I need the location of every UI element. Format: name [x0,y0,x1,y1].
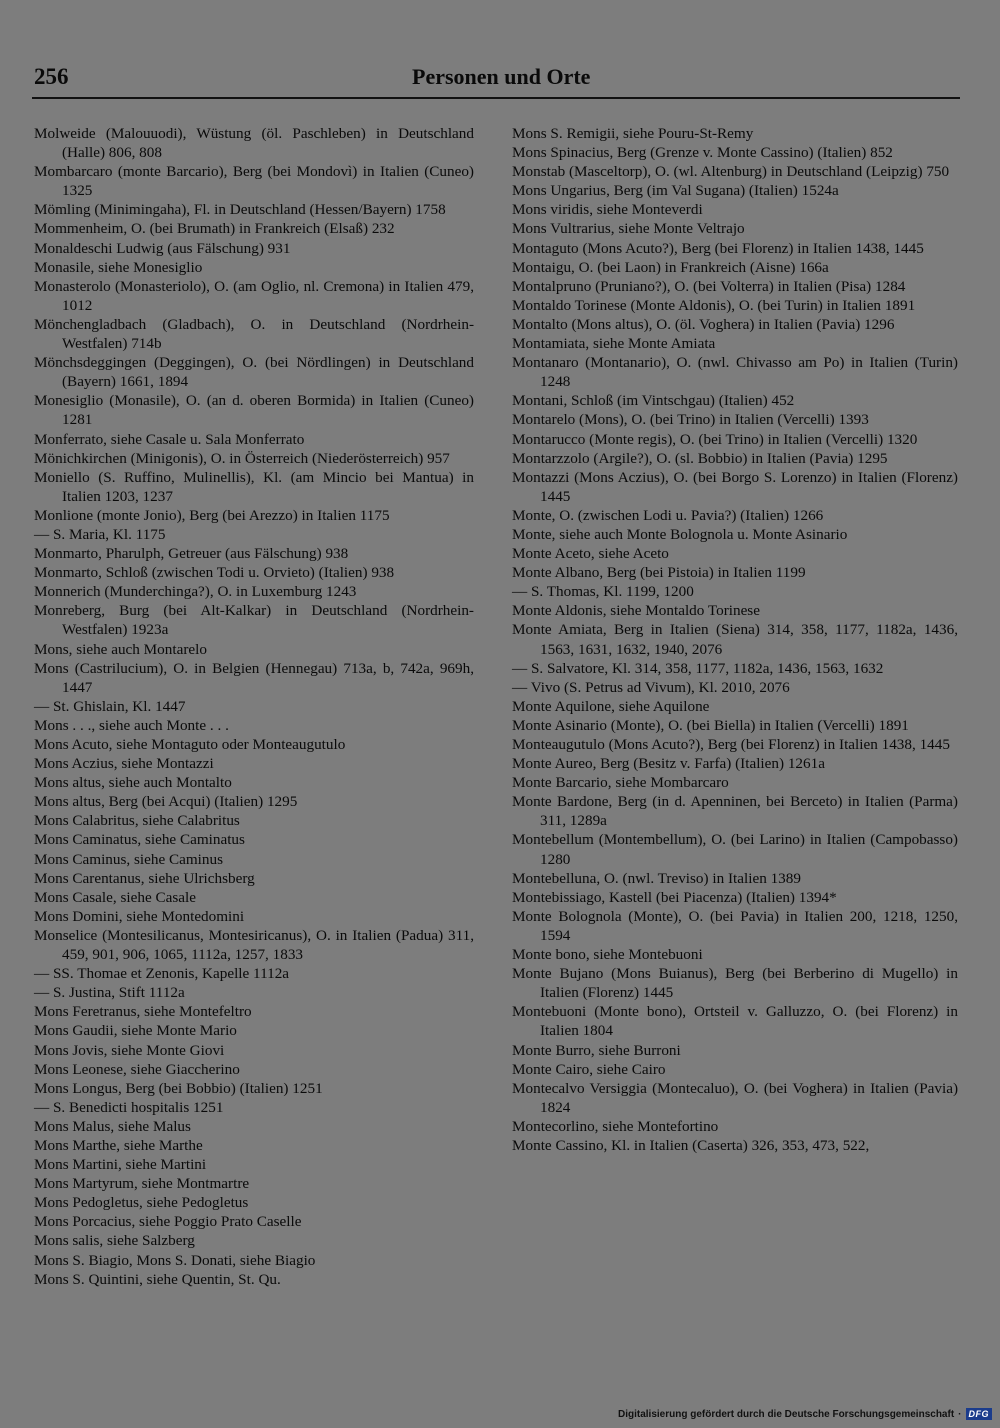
index-entry: — S. Benedicti hospitalis 1251 [34,1098,224,1116]
index-entry: — St. Ghislain, Kl. 1447 [34,697,186,715]
index-entry: Monte Burro, siehe Burroni [512,1041,681,1059]
index-entry: Monaldeschi Ludwig (aus Fälschung) 931 [34,239,291,257]
footer-separator: · [958,1408,962,1420]
index-entry: Montebuoni (Monte bono), Ortsteil v. Galluzzo, O. (bei Florenz) in Italien 1804 [512,1003,958,1040]
index-entry: — Vivo (S. Petrus ad Vivum), Kl. 2010, 2076 [512,678,790,696]
header-rule [32,97,960,99]
index-entry: Monte bono, siehe Montebuoni [512,946,703,964]
index-entry: Monte, O. (zwischen Lodi u. Pavia?) (Italien) 1266 [512,506,824,524]
index-entry: Mons Caminatus, siehe Caminatus [34,831,245,849]
index-entry: Mons . . ., siehe auch Monte . . . [34,716,229,734]
index-entry: Mons Gaudii, siehe Monte Mario [34,1022,237,1040]
index-entry: Mons Longus, Berg (bei Bobbio) (Italien) 1251 [34,1079,323,1097]
index-entry: Mons Ungarius, Berg (im Val Sugana) (Italien) 1524a [512,182,839,200]
index-entry: Mons Martyrum, siehe Montmartre [34,1175,250,1193]
index-entry: Monteaugutulo (Mons Acuto?), Berg (bei Florenz) in Italien 1438, 1445 [512,736,950,753]
index-entry: Mönchengladbach (Gladbach), O. in Deutschland (Nordrhein-Westfalen) 714b [34,315,474,353]
index-entry: Monte Bujano (Mons Buianus), Berg (bei Berberino di Mugello) in Italien (Florenz) 1445 [512,965,958,1002]
right-column [512,124,958,1155]
index-entry: Montebissiago, Kastell (bei Piacenza) (Italien) 1394* [512,888,837,906]
index-entry: Mons Casale, siehe Casale [34,888,196,906]
index-entry: Monmarto, Pharulph, Getreuer (aus Fälschung) 938 [34,545,349,563]
index-entry: Mons Carentanus, siehe Ulrichsberg [34,869,255,887]
index-entry: Mons Malus, siehe Malus [34,1117,191,1135]
index-entry: Mönichkirchen (Minigonis), O. in Österreich (Niederösterreich) 957 [34,449,450,467]
index-entry: Mons Martini, siehe Martini [34,1156,207,1174]
index-entry: Mons, siehe auch Montarelo [34,640,207,658]
index-entry: Mons Domini, siehe Montedomini [34,907,245,925]
index-entry: Monasile, siehe Monesiglio [34,258,203,276]
index-entry: Mons (Castrilucium), O. in Belgien (Hennegau) 713a, b, 742a, 969h, 1447 [34,659,474,696]
index-entry: Monnerich (Munderchinga?), O. in Luxemburg 1243 [34,583,357,601]
index-entry: Monselice (Montesilicanus, Montesiricanus), O. in Italien (Padua) 311, 459, 901, 906, 1065, 1112a, 1257, 1833 [34,926,474,964]
index-entry: Mons Marthe, siehe Marthe [34,1136,203,1154]
index-entry: Mons S. Biagio, Mons S. Donati, siehe Biagio [34,1251,316,1269]
index-entry: Monte Amiata, Berg in Italien (Siena) 314, 358, 1177, 1182a, 1436, 1563, 1631, 1632, 1940, 2076 [512,621,958,658]
index-entry: — S. Justina, Stift 1112a [34,984,185,1002]
index-entry: Mombarcaro (monte Barcario), Berg (bei Mondovì) in Italien (Cuneo) 1325 [34,163,474,200]
index-entry: Monreberg, Burg (bei Alt-Kalkar) in Deutschland (Nordrhein-Westfalen) 1923a [34,602,474,639]
footer [618,1408,992,1420]
index-entry: Montarzzolo (Argile?), O. (sl. Bobbio) in Italien (Pavia) 1295 [512,449,888,467]
index-entry: Mons Pedogletus, siehe Pedogletus [34,1194,249,1212]
index-entry: Monte Cassino, Kl. in Italien (Caserta) 326, 353, 473, 522, [512,1136,870,1154]
index-entry: Monte Aquilone, siehe Aquilone [512,697,710,715]
index-entry: Montarucco (Monte regis), O. (bei Trino) in Italien (Vercelli) 1320 [512,430,918,448]
index-entry: Mons salis, siehe Salzberg [34,1232,195,1250]
index-entry: Monte Asinario (Monte), O. (bei Biella) in Italien (Vercelli) 1891 [512,716,909,734]
index-entry: Monte Barcario, siehe Mombarcaro [512,774,729,792]
index-entry: Montalto (Mons altus), O. (öl. Voghera) in Italien (Pavia) 1296 [512,315,895,333]
index-entry: Monte Aureo, Berg (Besitz v. Farfa) (Italien) 1261a [512,755,825,773]
index-entry: Mommenheim, O. (bei Brumath) in Frankreich (Elsaß) 232 [34,220,395,238]
index-entry: Mons S. Remigii, siehe Pouru-St-Remy [512,125,754,142]
index-entry: Montaigu, O. (bei Laon) in Frankreich (Aisne) 166a [512,258,829,276]
index-entry: Montanaro (Montanario), O. (nwl. Chivasso am Po) in Italien (Turin) 1248 [512,354,958,391]
index-entry: Monte, siehe auch Monte Bolognola u. Monte Asinario [512,525,848,543]
index-entry: Mons Aczius, siehe Montazzi [34,755,214,773]
left-column [34,124,474,1289]
index-entry: Monferrato, siehe Casale u. Sala Monferrato [34,430,305,448]
index-entry: Monte Cairo, siehe Cairo [512,1060,666,1078]
index-entry: Montecorlino, siehe Montefortino [512,1117,719,1135]
index-entry: Monlione (monte Jonio), Berg (bei Arezzo) in Italien 1175 [34,506,390,524]
index-entry: Monmarto, Schloß (zwischen Todi u. Orvieto) (Italien) 938 [34,564,395,582]
index-entry: Mons Caminus, siehe Caminus [34,850,223,868]
index-entry: Mons Leonese, siehe Giaccherino [34,1060,240,1078]
index-entry: Mons Porcacius, siehe Poggio Prato Caselle [34,1213,302,1231]
index-entry: Montarelo (Mons), O. (bei Trino) in Italien (Vercelli) 1393 [512,411,869,429]
index-entry: Mons Feretranus, siehe Montefeltro [34,1003,252,1021]
index-entry: Mömling (Minimingaha), Fl. in Deutschland (Hessen/Bayern) 1758 [34,201,446,219]
index-entry: Mons Calabritus, siehe Calabritus [34,812,240,830]
index-entry: Montani, Schloß (im Vintschgau) (Italien) 452 [512,392,795,410]
running-title: Personen und Orte [412,64,591,89]
index-entry: Montecalvo Versiggia (Montecaluo), O. (bei Voghera) in Italien (Pavia) 1824 [512,1079,958,1116]
index-entry: Mönchsdeggingen (Deggingen), O. (bei Nördlingen) in Deutschland (Bayern) 1661, 1894 [34,354,474,391]
index-entry: Montaldo Torinese (Monte Aldonis), O. (bei Turin) in Italien 1891 [512,296,916,314]
index-entry: — SS. Thomae et Zenonis, Kapelle 1112a [34,965,290,983]
index-entry: Mons Vultrarius, siehe Monte Veltrajo [512,220,745,238]
index-entry: — S. Maria, Kl. 1175 [34,525,166,543]
index-entry: Montamiata, siehe Monte Amiata [512,335,716,353]
index-entry: Moniello (S. Ruffino, Mulinellis), Kl. (am Mincio bei Mantua) in Italien 1203, 1237 [34,468,474,505]
index-entry: — S. Thomas, Kl. 1199, 1200 [512,583,694,601]
index-entry: Mons altus, Berg (bei Acqui) (Italien) 1295 [34,793,298,811]
index-entry: Monesiglio (Monasile), O. (an d. oberen Bormida) in Italien (Cuneo) 1281 [34,392,474,429]
index-entry: Mons Acuto, siehe Montaguto oder Monteaugutulo [34,736,346,753]
index-entry: Mons Jovis, siehe Monte Giovi [34,1041,225,1059]
index-entry: Monasterolo (Monasteriolo), O. (am Oglio, nl. Cremona) in Italien 479, 1012 [34,277,474,314]
dfg-logo-icon: DFG [966,1408,993,1420]
index-entry: Mons viridis, siehe Monteverdi [512,201,703,219]
index-entry: — S. Salvatore, Kl. 314, 358, 1177, 1182a, 1436, 1563, 1632 [512,659,884,677]
index-entry: Monte Bardone, Berg (in d. Apenninen, bei Berceto) in Italien (Parma) 311, 1289a [512,793,958,830]
page-number: 256 [34,64,69,89]
index-entry: Mons S. Quintini, siehe Quentin, St. Qu. [34,1270,281,1288]
index-entry: Monte Albano, Berg (bei Pistoia) in Italien 1199 [512,564,806,582]
index-entry: Montaguto (Mons Acuto?), Berg (bei Florenz) in Italien 1438, 1445 [512,239,924,257]
footer-credit: Digitalisierung gefördert durch die Deutsche Forschungsgemeinschaft [617,1408,955,1420]
index-entry: Montebelluna, O. (nwl. Treviso) in Italien 1389 [512,869,801,887]
index-entry: Monte Aceto, siehe Aceto [512,545,669,563]
index-entry: Monstab (Masceltorp), O. (wl. Altenburg) in Deutschland (Leipzig) 750 [512,163,950,181]
index-entry: Montalpruno (Pruniano?), O. (bei Volterra) in Italien (Pisa) 1284 [512,277,906,295]
index-entry: Mons altus, siehe auch Montalto [34,774,232,792]
index-entry: Montazzi (Mons Aczius), O. (bei Borgo S. Lorenzo) in Italien (Florenz) 1445 [512,468,958,505]
index-entry: Monte Bolognola (Monte), O. (bei Pavia) in Italien 200, 1218, 1250, 1594 [512,907,958,944]
index-entry: Montebellum (Montembellum), O. (bei Larino) in Italien (Campobasso) 1280 [512,831,958,868]
index-entry: Molweide (Malouuodi), Wüstung (öl. Paschleben) in Deutschland (Halle) 806, 808 [34,125,474,162]
index-entry: Monte Aldonis, siehe Montaldo Torinese [512,602,760,620]
index-entry: Mons Spinacius, Berg (Grenze v. Monte Cassino) (Italien) 852 [512,144,893,162]
